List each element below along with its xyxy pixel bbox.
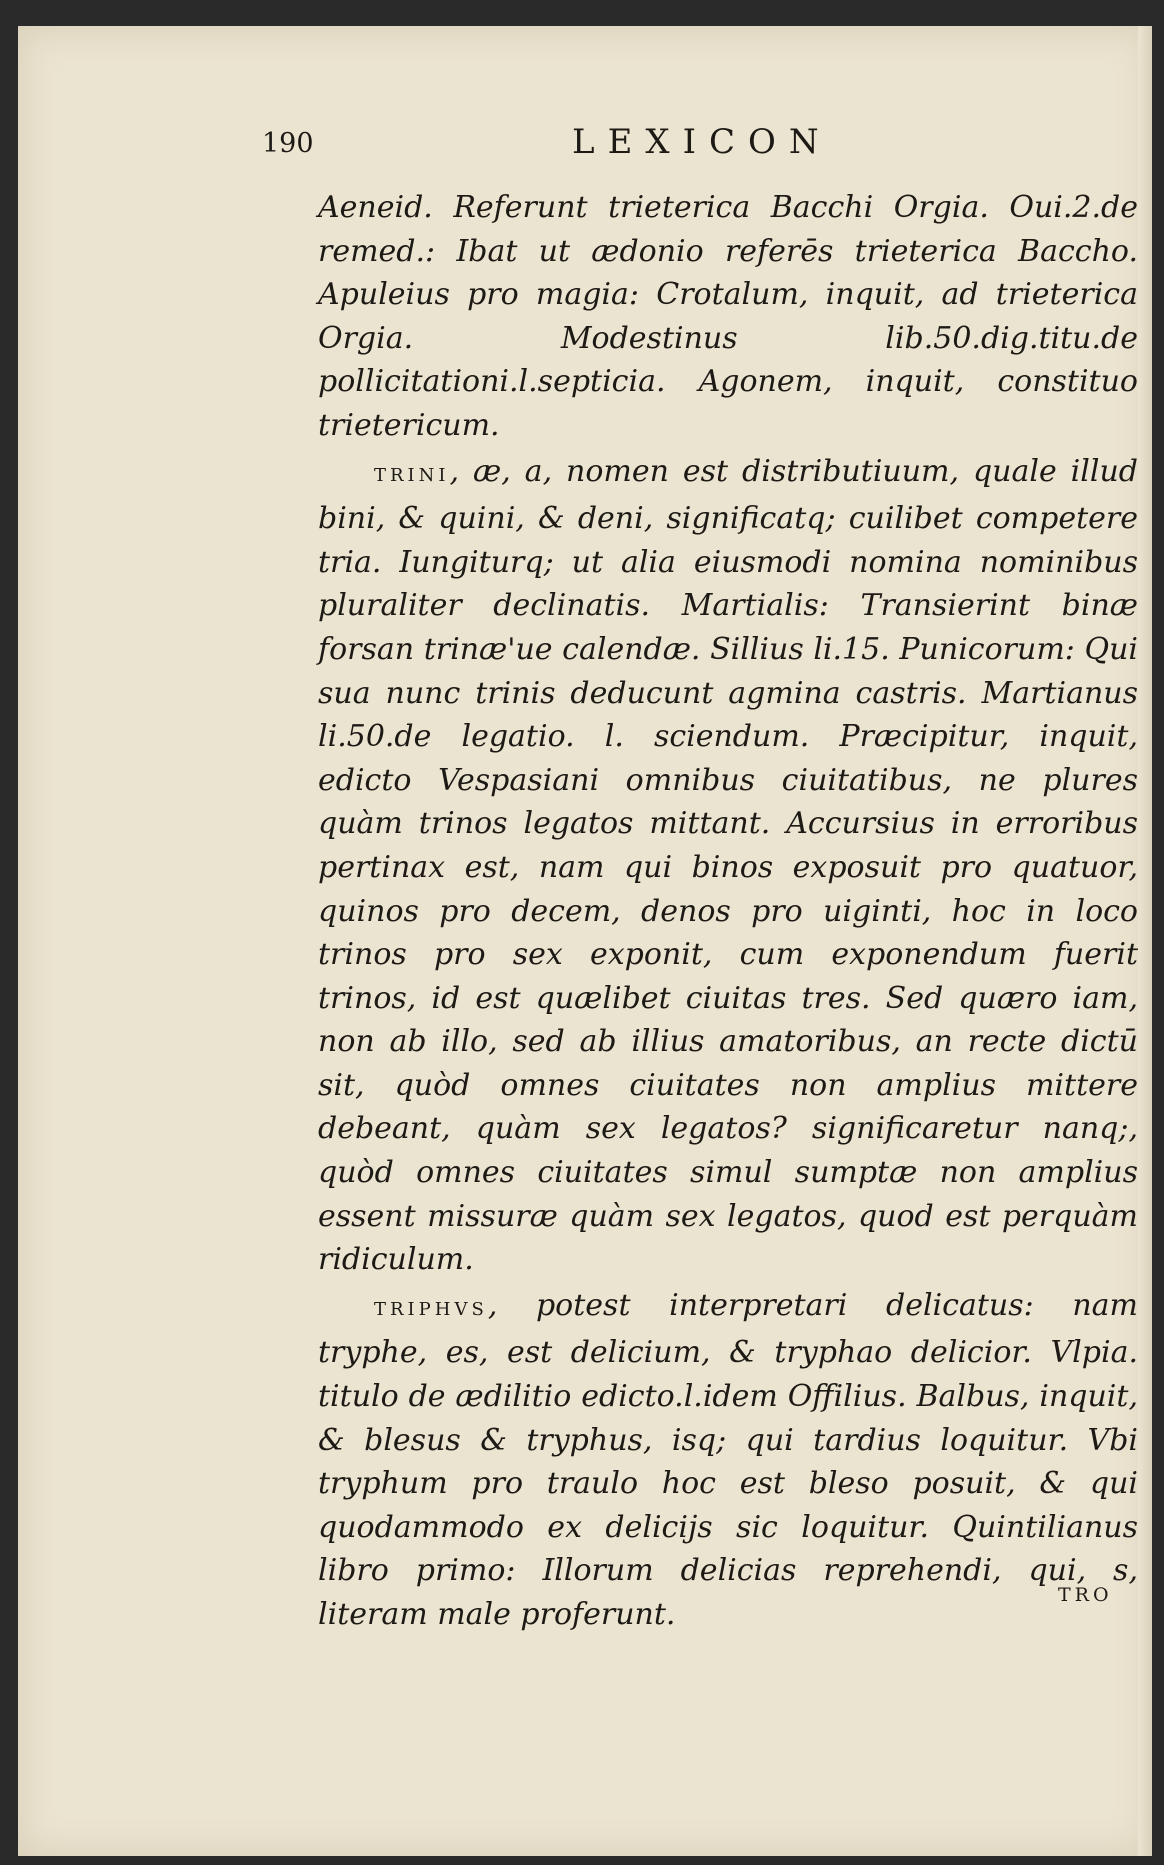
entry-text: , potest interpretari delicatus: nam tryphe, es, est delicium, & tryphao delicior. Vlpia. titulo de ædilitio edicto.l.idem Offilius. Balbus, inquit, & blesus & tryphus, isq; qui tardius loquitur. Vbi tryphum pro traulo hoc est bleso posuit, & qui quodammodo ex delicijs sic loquitur. Quintilianus libro primo: Illorum delicias reprehendi, qui, s, literam male proferunt. — [318, 1287, 1138, 1632]
running-title: LEXICON — [572, 122, 832, 162]
entry-trini — [318, 450, 1138, 1282]
headword: TRIPHVS — [374, 1298, 488, 1320]
entry-triphus — [318, 1284, 1138, 1637]
headword: TRINI — [374, 464, 450, 486]
catchword: TRO — [1058, 1584, 1113, 1606]
paragraph-continuation — [318, 186, 1138, 448]
page-edge-shadow — [1138, 26, 1152, 1856]
paragraph-text: Aeneid. Referunt trieterica Bacchi Orgia. Oui.2.de remed.: Ibat ut ædonio referēs trieterica Baccho. Apuleius pro magia: Crotalum, inquit, ad trieterica Orgia. Modestinus lib.50.dig.titu.de pollicitationi.l.septicia. Agonem, inquit, constituo trietericum. — [318, 190, 1138, 443]
page-number: 190 — [262, 128, 314, 159]
entry-text: , æ, a, nomen est distributiuum, quale illud bini, & quini, & deni, significatq; cuilibet competere tria. Iungiturq; ut alia eiusmodi nomina nominibus pluraliter declinatis. Martialis: Transierint binæ forsan trinæ'ue calendæ. Sillius li.15. Punicorum: Qui sua nunc trinis deducunt agmina castris. Martianus li.50.de legatio. l. sciendum. Præcipitur, inquit, edicto Vespasiani omnibus ciuitatibus, ne plures quàm trinos legatos mittant. Accursius in erroribus pertinax est, nam qui binos exposuit pro quatuor, quinos pro decem, denos pro uiginti, hoc in loco trinos pro sex exponit, cum exponendum fuerit trinos, id est quælibet ciuitas tres. Sed quæro iam, non ab illo, sed ab illius amatoribus, an recte dictū sit, quòd omnes ciuitates non amplius mittere debeant, quàm sex legatos? significaretur nanq;, quòd omnes ciuitates simul sumptæ non amplius essent missuræ quàm sex legatos, quod est perquàm ridiculum. — [318, 453, 1138, 1278]
running-head — [262, 122, 1062, 166]
main-text — [318, 186, 1138, 1637]
